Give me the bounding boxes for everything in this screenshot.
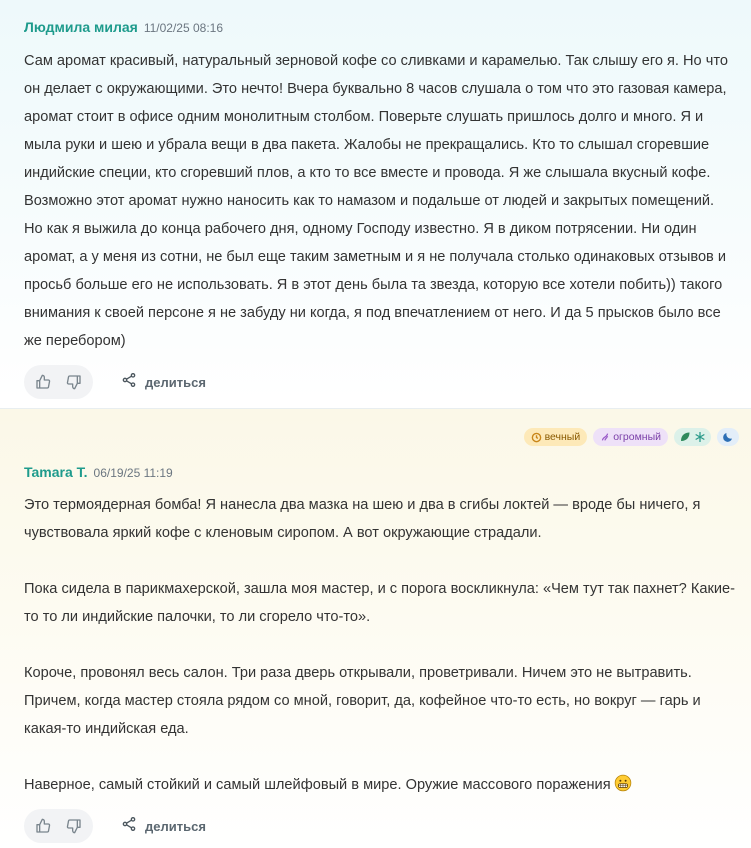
review-author[interactable]: Людмила милая <box>24 19 138 35</box>
share-label: делиться <box>145 374 206 390</box>
review-text <box>24 491 736 799</box>
share-label: делиться <box>145 818 206 834</box>
vote-box <box>24 365 93 399</box>
snowflake-icon <box>694 431 706 443</box>
clock-icon <box>531 432 542 443</box>
review-card <box>0 0 751 409</box>
grimacing-face-icon <box>614 774 632 792</box>
sillage-icon <box>600 432 610 442</box>
review-header <box>24 19 223 35</box>
review-author[interactable]: Tamara T. <box>24 464 88 480</box>
review-actions <box>24 809 206 843</box>
review-header <box>24 464 173 480</box>
badge-eternal[interactable] <box>524 428 588 446</box>
thumbs-up-icon[interactable] <box>34 817 52 835</box>
review-card <box>0 409 751 848</box>
moon-icon <box>722 431 734 443</box>
review-text: Сам аромат красивый, натуральный зерновой кофе со сливками и карамелью. Так слышу его я. Но что он делает с окружающими. Это нечто! Вчера буквально 8 часов слушала о том что это газовая камера, аромат стоит в офисе одним монолитным столбом. Поверьте слушать пришлось долго и много. Я и мыла руки и шею и убрала вещи в два пакета. Жалобы не прекращались. Кто то слышал сгоревшие индийские специи, кто сгоревший плов, а кто то все вместе и провода. Я же слышала вкусный кофе. Возможно этот аромат нужно наносить как то намазом и подальше от людей и закрытых помещений. Но как я выжила до конца рабочего дня, одному Господу известно. Я в диком потрясении. Ни один аромат, а у меня из сотни, не был еще таким заметным и я не получала столько одинаковых отзывов и просьб больше его не использовать. Я в этот день была та звезда, которую все хотели побить)) такого внимания к своей персоне я не забуду ни когда, я под впечатлением от него. И да 5 прысков было все же перебором) <box>24 53 728 349</box>
night-badge[interactable] <box>717 428 739 446</box>
review-text-body: Это термоядерная бомба! Я нанесла два мазка на шею и два в сгибы локтей — вроде бы ничего, я чувствовала яркий кофе с кленовым сиропом. А вот окружающие страдали. Пока сидела в парикмахерской, зашла моя мастер, и с порога воскликнула: «Чем тут так пахнет? Какие-то то ли индийские палочки, то ли сгорело что-то». Короче, провонял весь салон. Три раза дверь открывали, проветривали. Ничем это не вытравить. Причем, когда мастер стояла рядом со мной, говорит, да, кофейное что-то есть, но вокруг — гарь и какая-то индийская еда. Наверное, самый стойкий и самый шлейфовый в мире. Оружие массового поражения <box>24 497 735 793</box>
share-icon <box>121 816 137 837</box>
season-badge[interactable] <box>674 428 711 446</box>
review-actions <box>24 365 206 399</box>
thumbs-down-icon[interactable] <box>65 817 83 835</box>
badge-huge-label: огромный <box>613 431 661 443</box>
share-button[interactable] <box>121 372 206 393</box>
leaf-icon <box>679 431 691 443</box>
award-badges <box>524 428 739 446</box>
review-date: 06/19/25 11:19 <box>93 466 173 480</box>
thumbs-down-icon[interactable] <box>65 373 83 391</box>
badge-eternal-label: вечный <box>544 431 581 443</box>
badge-huge[interactable] <box>593 428 668 446</box>
review-date: 11/02/25 08:16 <box>143 21 224 35</box>
share-button[interactable] <box>121 816 206 837</box>
share-icon <box>121 372 137 393</box>
thumbs-up-icon[interactable] <box>34 373 52 391</box>
vote-box <box>24 809 93 843</box>
